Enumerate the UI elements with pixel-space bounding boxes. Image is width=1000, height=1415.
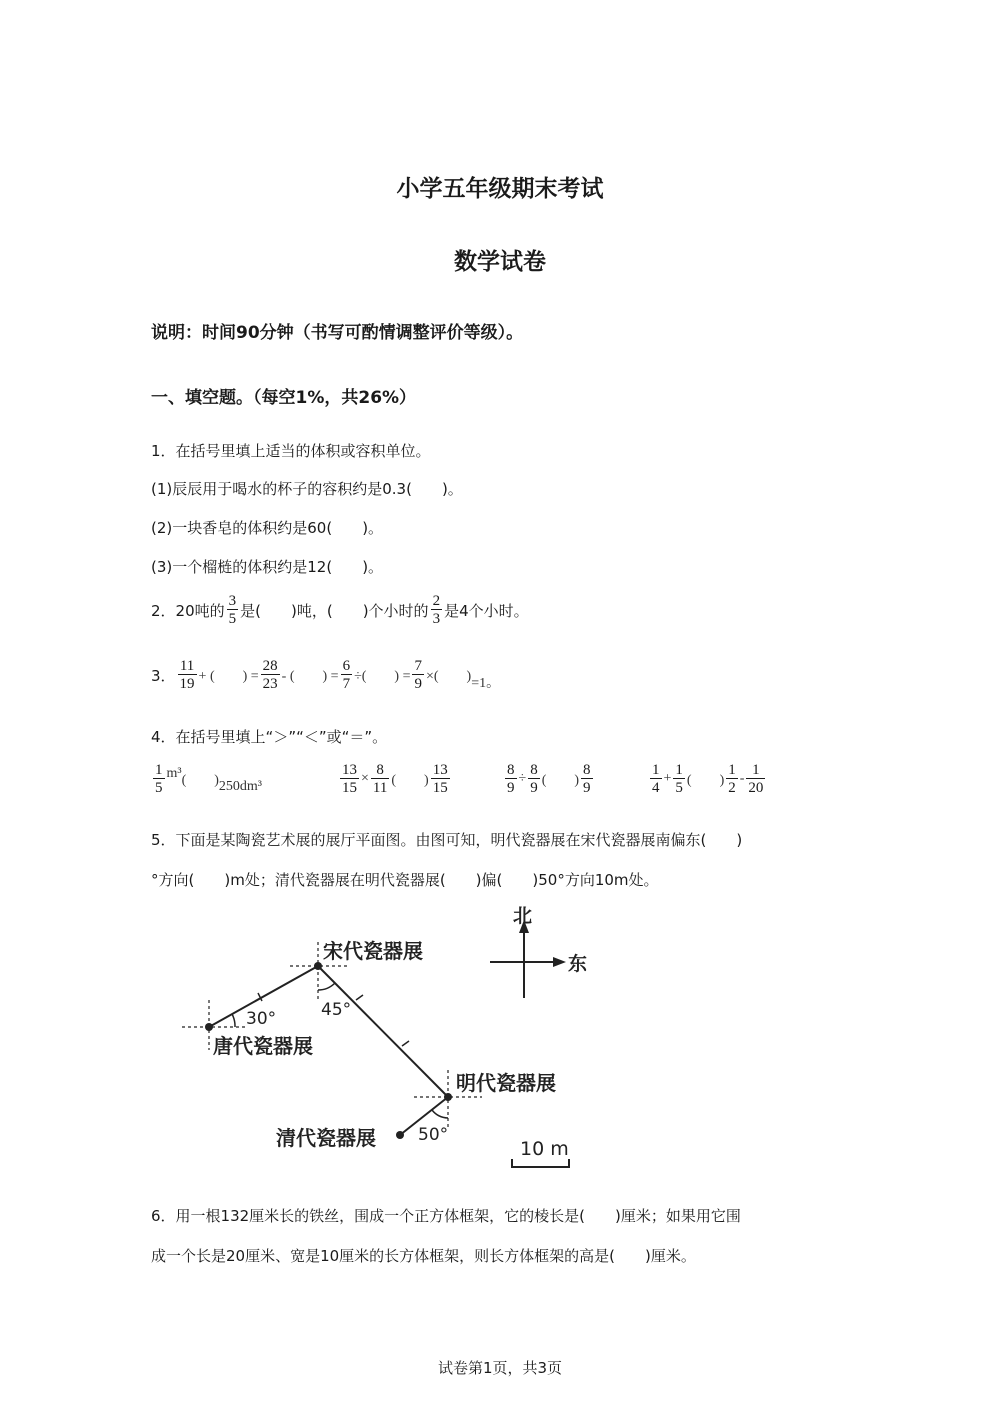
section1-heading: 一、填空题。（每空1%，共26%）	[151, 388, 417, 408]
q2-fraction-1: $\frac{3}{5}$	[228, 593, 237, 627]
q3-plus-paren: + ( ) =	[198, 669, 259, 684]
q2-suffix: 是4个小时。	[444, 601, 529, 620]
north-label: 北	[513, 905, 533, 927]
q4-c4-fraction-2: $\frac{1}{5}$	[675, 762, 683, 796]
q1-item-2: (2)一块香皂的体积约是60( )。	[151, 519, 384, 537]
q3-fraction-4: $\frac{7}{9}$	[414, 658, 422, 692]
exam-title: 小学五年级期末考试	[396, 176, 604, 202]
q4-stem: 4．在括号里填上“＞”“＜”或“＝”。	[151, 728, 388, 746]
q3-label: 3．	[151, 666, 176, 685]
angle-50-label: 50°	[418, 1125, 449, 1145]
exam-subtitle: 数学试卷	[454, 249, 546, 275]
tang-label: 唐代瓷器展	[213, 1034, 313, 1058]
q4-c3-fraction-3: $\frac{8}{9}$	[583, 762, 591, 796]
q4-c4-fraction-3: $\frac{1}{2}$	[728, 762, 736, 796]
song-label: 宋代瓷器展	[323, 939, 423, 963]
tang-point	[205, 1023, 213, 1031]
q4-c3-paren: ( )	[541, 773, 580, 788]
east-label: 东	[568, 953, 588, 975]
q4-c2-op: ×	[361, 771, 369, 786]
q4-c4-paren: ( )	[686, 773, 725, 788]
q3-minus-paren: - ( ) =	[281, 669, 339, 684]
q3-div-paren: ÷( ) =	[354, 669, 411, 684]
q3-fraction-2: $\frac{28}{23}$	[262, 658, 278, 692]
q4-c2-fraction-2: $\frac{8}{11}$	[372, 762, 388, 796]
q1-stem: 1．在括号里填上适当的体积或容积单位。	[151, 442, 431, 460]
q4-c4-op2: -	[739, 771, 745, 786]
q2-fraction-2: $\frac{2}{3}$	[432, 593, 441, 627]
ming-point	[444, 1093, 452, 1101]
q4-c3-op: ÷	[518, 771, 527, 786]
q2-prefix: 2．20吨的	[151, 601, 225, 620]
q4-c1-unit: m³	[166, 766, 182, 781]
ming-label: 明代瓷器展	[456, 1071, 556, 1095]
qing-point	[396, 1131, 404, 1139]
q4-c3-fraction-2: $\frac{8}{9}$	[530, 762, 538, 796]
q1-item-3: (3)一个榴梿的体积约是12( )。	[151, 558, 384, 576]
q4-c2-fraction-3: $\frac{13}{15}$	[432, 762, 448, 796]
exam-note: 说明：时间90分钟（书写可酌情调整评价等级）。	[151, 323, 524, 343]
q4-c4-op: +	[663, 771, 672, 786]
q3-result: =1。	[471, 676, 501, 691]
q6-line-2: 成一个长是20厘米、宽是10厘米的长方体框架，则长方体框架的高是( )厘米。	[151, 1247, 696, 1265]
q3-times-paren: ×( )	[425, 669, 472, 684]
compass	[490, 905, 587, 998]
q3-fraction-1: $\frac{11}{19}$	[179, 658, 195, 692]
song-point	[314, 962, 322, 970]
q2-middle: 是( )吨，( )个小时的	[240, 601, 429, 620]
angle-45-label: 45°	[321, 1000, 352, 1020]
q4-c1-paren: ( )	[181, 773, 219, 788]
q5-line-1: 5．下面是某陶瓷艺术展的展厅平面图。由图可知，明代瓷器展在宋代瓷器展南偏东( )	[151, 831, 743, 849]
q4-c3-fraction-1: $\frac{8}{9}$	[507, 762, 515, 796]
qing-label: 清代瓷器展	[276, 1126, 376, 1150]
q4-c2-fraction-1: $\frac{13}{15}$	[342, 762, 357, 796]
scale-label: 10 m	[520, 1138, 569, 1160]
q5-line-2: °方向( )m处；清代瓷器展在明代瓷器展( )偏( )50°方向10m处。	[151, 871, 659, 889]
page-footer: 试卷第1页，共3页	[437, 1359, 563, 1377]
q4-c4-fraction-1: $\frac{1}{4}$	[652, 762, 660, 796]
q1-item-1: (1)辰辰用于喝水的杯子的容积约是0.3( )。	[151, 480, 463, 498]
angle-30-label: 30°	[246, 1009, 277, 1029]
scale-bar	[512, 1138, 569, 1168]
q3-fraction-3: $\frac{6}{7}$	[342, 658, 351, 692]
q4-c2-paren: ( )	[391, 773, 429, 788]
q6-line-1: 6．用一根132厘米长的铁丝，围成一个正方体框架，它的棱长是( )厘米；如果用它围	[151, 1207, 741, 1225]
q4-c4-fraction-4: $\frac{1}{20}$	[748, 762, 764, 796]
q4-c1-fraction: $\frac{1}{5}$	[155, 762, 163, 796]
q4-c1-rhs: 250dm³	[218, 779, 263, 794]
